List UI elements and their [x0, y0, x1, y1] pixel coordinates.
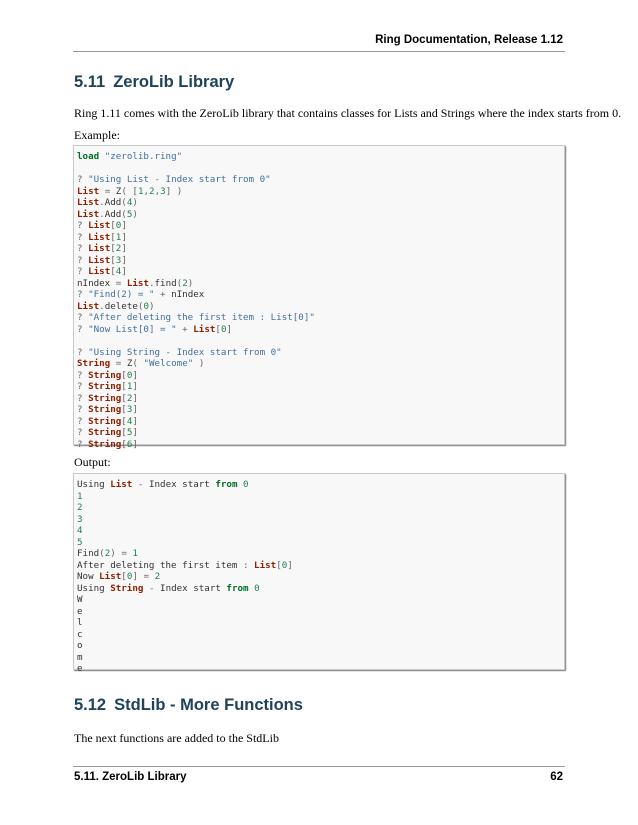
code-line: ? "Using List - Index start from 0"	[77, 174, 271, 185]
output-line: l	[77, 617, 83, 628]
code-example-block	[73, 145, 565, 450]
intro-paragraph: Ring 1.11 comes with the ZeroLib library that contains classes for Lists and Strings where the index starts from 0.	[74, 106, 622, 120]
code-line: load "zerolib.ring"	[77, 151, 183, 162]
code-line: ? List[0]	[77, 220, 127, 231]
footer-section-label: 5.11. ZeroLib Library	[74, 771, 187, 783]
output-line: Using String - Index start from 0	[77, 582, 260, 594]
code-line: ? List[2]	[77, 243, 127, 254]
code-line: List.delete(0)	[77, 300, 155, 312]
footer-rule	[73, 766, 565, 767]
section-number: 5.12	[74, 696, 107, 714]
output-line: 5	[77, 536, 83, 548]
code-line: List.Add(4)	[77, 197, 138, 208]
section-title: ZeroLib Library	[113, 73, 235, 91]
section-heading-zerolib	[74, 73, 234, 92]
output-line: Using List - Index start from 0	[77, 479, 249, 490]
running-header: Ring Documentation, Release 1.12	[375, 34, 563, 46]
code-line	[77, 335, 564, 347]
output-line: e	[77, 605, 83, 617]
output-line: 1	[77, 490, 83, 502]
example-label: Example:	[74, 128, 120, 142]
code-line: ? String[2]	[77, 392, 138, 404]
code-line: ? "After deleting the first item : List[0]"	[77, 312, 315, 323]
code-line	[77, 163, 564, 175]
code-line: ? String[3]	[77, 404, 138, 415]
code-line: ? List[1]	[77, 231, 127, 243]
code-line: ? List[4]	[77, 266, 127, 277]
output-line: 2	[77, 502, 83, 513]
code-line: ? String[5]	[77, 427, 138, 438]
code-line: nIndex = List.find(2)	[77, 277, 194, 289]
code-line: ? "Using String - Index start from 0"	[77, 346, 282, 358]
output-line: W	[77, 594, 83, 605]
code-output-block	[73, 473, 565, 674]
code-line: ? String[0]	[77, 369, 138, 381]
output-line: c	[77, 628, 83, 640]
output-line: 3	[77, 513, 83, 525]
output-line: e	[77, 663, 83, 674]
header-rule	[73, 51, 565, 52]
code-line: ? "Now List[0] = " + List[0]	[77, 323, 233, 335]
output-line: m	[77, 651, 83, 663]
code-line: ? String[6]	[77, 438, 138, 450]
page-number: 62	[550, 771, 563, 783]
code-line: ? String[1]	[77, 381, 138, 392]
section-number: 5.11	[74, 73, 106, 91]
stdlib-intro-paragraph: The next functions are added to the StdLib	[74, 731, 279, 745]
code-line: List.Add(5)	[77, 208, 138, 220]
output-line: o	[77, 640, 83, 651]
output-line: Now List[0] = 2	[77, 571, 161, 582]
output-line: 4	[77, 525, 83, 536]
section-title: StdLib - More Functions	[114, 696, 303, 714]
output-line: After deleting the first item : List[0]	[77, 559, 293, 571]
code-line: List = Z( [1,2,3] )	[77, 185, 183, 197]
code-line: ? "Find(2) = " + nIndex	[77, 289, 205, 300]
output-label: Output:	[74, 455, 111, 469]
output-line: Find(2) = 1	[77, 548, 138, 559]
code-line: String = Z( "Welcome" )	[77, 358, 205, 369]
code-line: ? String[4]	[77, 415, 138, 427]
section-heading-stdlib	[74, 696, 303, 715]
code-line: ? List[3]	[77, 254, 127, 266]
